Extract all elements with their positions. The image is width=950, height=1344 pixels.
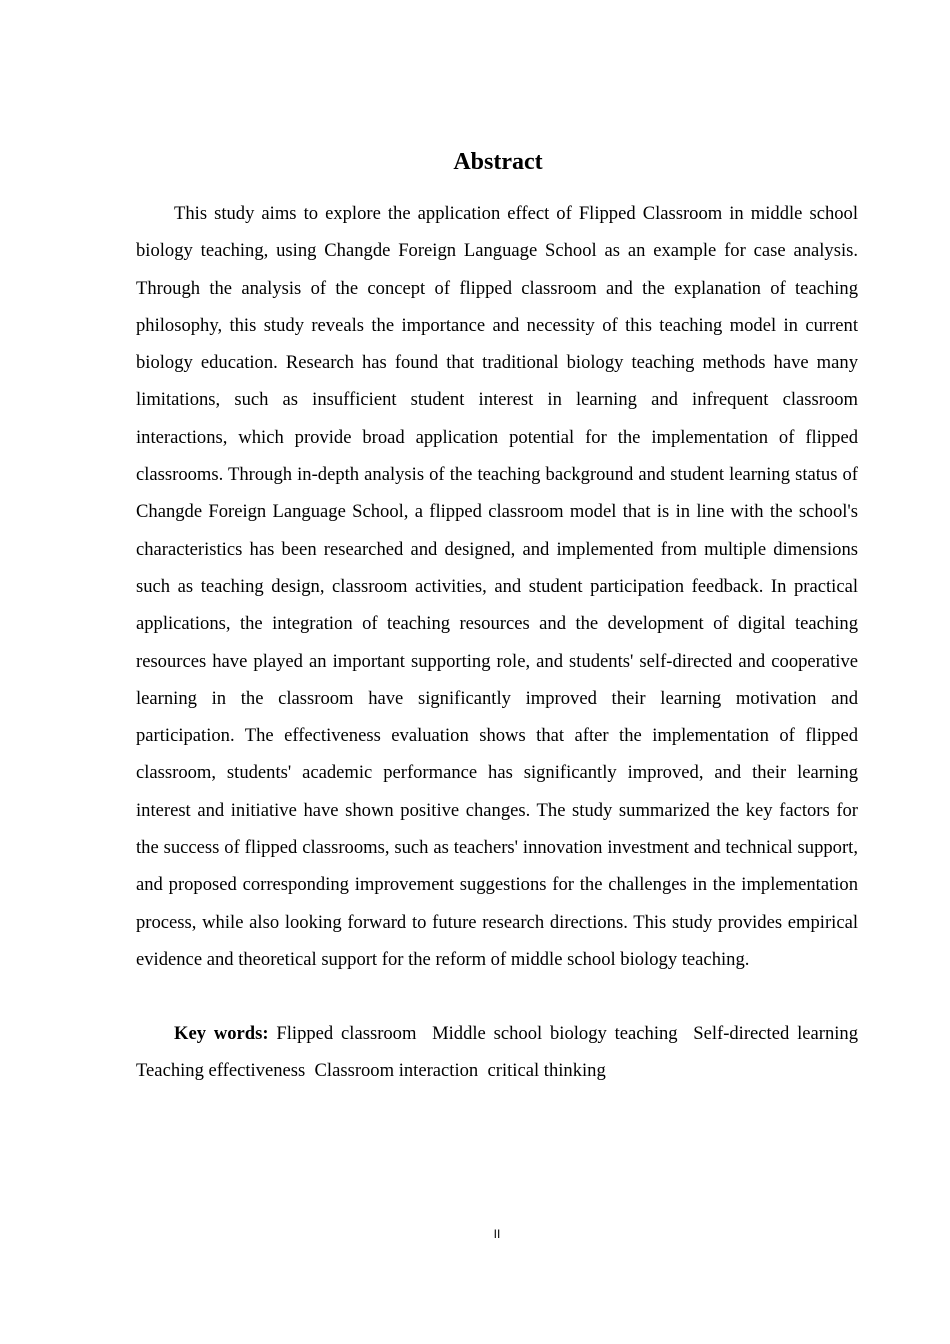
keywords-label: Key words: xyxy=(174,1023,269,1044)
abstract-title: Abstract xyxy=(453,149,543,175)
abstract-paragraph: This study aims to explore the application effect of Flipped Classroom in middle school biology teaching, using Changde Foreign Language School as an example for case analysis. Through the analysis of the concept of flipped classroom and the explanation of teaching philosophy, this study reveals the importance and necessity of this teaching model in current biology education. Research has found that traditional biology teaching methods have many limitations, such as insufficient student interest in learning and infrequent classroom interactions, which provide broad application potential for the implementation of flipped classrooms. Through in-depth analysis of the teaching background and student learning status of Changde Foreign Language School, a flipped classroom model that is in line with the school's characteristics has been researched and designed, and implemented from multiple dimensions such as teaching design, classroom activities, and student participation feedback. In practical applications, the integration of teaching resources and the development of digital teaching resources have played an important supporting role, and students' self-directed and cooperative learning in the classroom have significantly improved their learning motivation and participation. The effectiveness evaluation shows that after the implementation of flipped classroom, students' academic performance has significantly improved, and their learning interest and initiative have shown positive changes. The study summarized the key factors for the success of flipped classrooms, such as teachers' innovation investment and technical support, and proposed corresponding improvement suggestions for the challenges in the implementation process, while also looking forward to future research directions. This study provides empirical evidence and theoretical support for the reform of middle school biology teaching. xyxy=(136,203,858,970)
keywords-paragraph xyxy=(136,1015,868,1090)
keywords-list: Flipped classroom Middle school biology teaching Self-directed learning Teaching effectiveness Classroom interaction critical thinking xyxy=(136,1023,868,1082)
page-number: II xyxy=(493,1227,501,1241)
